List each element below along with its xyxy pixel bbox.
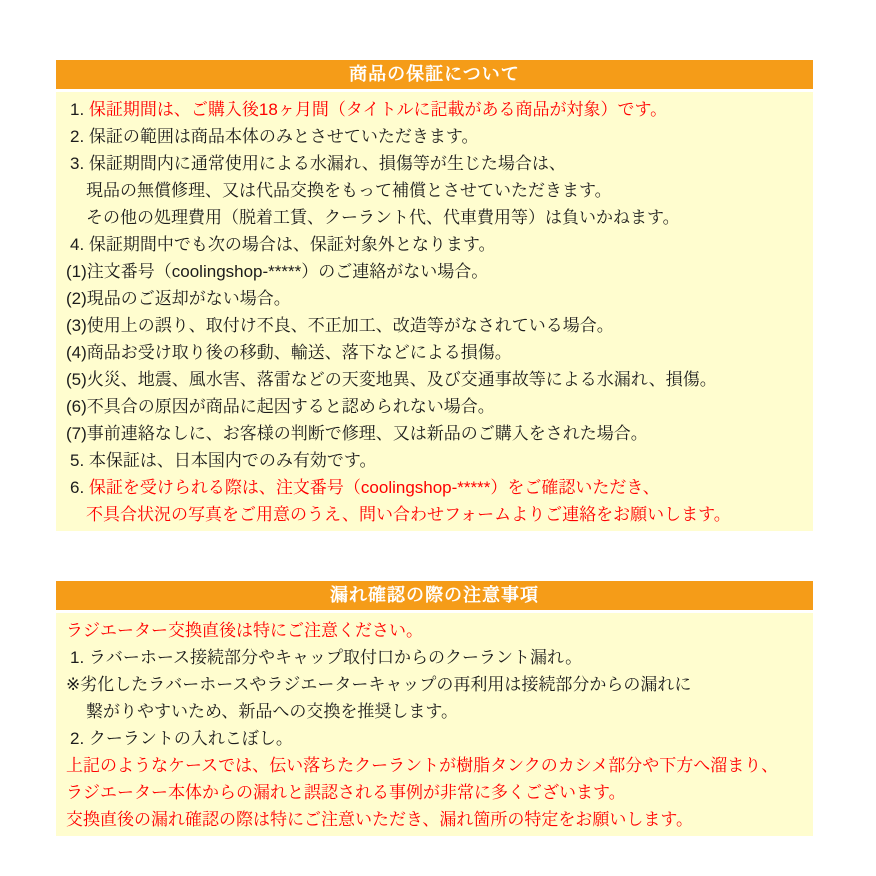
text-line: [56, 150, 807, 177]
leak-check-section-title: 漏れ確認の際の注意事項: [56, 581, 813, 610]
text-segment: 繋がりやすいため、新品への交換を推奨します。: [86, 702, 458, 721]
text-line: [56, 698, 807, 725]
text-line: [56, 285, 807, 312]
warranty-section-title: 商品の保証について: [56, 60, 813, 89]
warranty-section-body: [56, 92, 813, 531]
text-line: [56, 752, 807, 779]
text-segment: (4)商品お受け取り後の移動、輸送、落下などによる損傷。: [66, 343, 512, 362]
text-segment: ラジエーター交換直後は特にご注意ください。: [66, 621, 423, 640]
text-line: [56, 177, 807, 204]
text-line: [56, 231, 807, 258]
text-line: [56, 725, 807, 752]
text-line: [56, 779, 807, 806]
leak-check-section-body: [56, 613, 813, 836]
text-segment: 1.: [70, 100, 89, 119]
text-segment: 不具合状況の写真をご用意のうえ、問い合わせフォームよりご連絡をお願いします。: [86, 505, 731, 524]
text-line: [56, 339, 807, 366]
text-line: [56, 617, 807, 644]
text-segment: ラジエーター本体からの漏れと誤認される事例が非常に多くございます。: [66, 783, 626, 802]
text-line: [56, 393, 807, 420]
text-line: [56, 123, 807, 150]
text-line: [56, 312, 807, 339]
text-segment: 交換直後の漏れ確認の際は特にご注意いただき、漏れ箇所の特定をお願いします。: [66, 810, 693, 829]
text-segment: (7)事前連絡なしに、お客様の判断で修理、又は新品のご購入をされた場合。: [66, 424, 648, 443]
text-segment: (2)現品のご返却がない場合。: [66, 289, 291, 308]
text-line: [56, 96, 807, 123]
text-segment: 2. クーラントの入れこぼし。: [70, 729, 293, 748]
text-segment: 上記のようなケースでは、伝い落ちたクーラントが樹脂タンクのカシメ部分や下方へ溜まり、: [66, 756, 779, 775]
text-segment: 3. 保証期間内に通常使用による水漏れ、損傷等が生じた場合は、: [70, 154, 566, 173]
text-segment: ※劣化したラバーホースやラジエーターキャップの再利用は接続部分からの漏れに: [66, 675, 692, 694]
text-segment: 現品の無償修理、又は代品交換をもって補償とさせていただきます。: [86, 181, 612, 200]
text-line: [56, 447, 807, 474]
text-segment: その他の処理費用（脱着工賃、クーラント代、代車費用等）は負いかねます。: [86, 208, 680, 227]
text-line: [56, 806, 807, 833]
text-segment: 2. 保証の範囲は商品本体のみとさせていただきます。: [70, 127, 479, 146]
text-segment: 保証期間は、ご購入後18ヶ月間（タイトルに記載がある商品が対象）です。: [88, 100, 668, 119]
text-segment: 4. 保証期間中でも次の場合は、保証対象外となります。: [70, 235, 496, 254]
text-segment: 6.: [70, 478, 89, 497]
text-line: [56, 501, 807, 528]
text-segment: (3)使用上の誤り、取付け不良、不正加工、改造等がなされている場合。: [66, 316, 614, 335]
text-line: [56, 474, 807, 501]
text-segment: 保証を受けられる際は、注文番号（coolingshop-*****）をご確認いただき、: [88, 478, 660, 497]
text-segment: (6)不具合の原因が商品に起因すると認められない場合。: [66, 397, 495, 416]
text-line: [56, 204, 807, 231]
text-segment: (1)注文番号（coolingshop-*****）のご連絡がない場合。: [66, 262, 489, 281]
text-line: [56, 644, 807, 671]
text-segment: 1. ラバーホース接続部分やキャップ取付口からのクーラント漏れ。: [70, 648, 583, 667]
leak-check-section: [56, 581, 813, 836]
text-line: [56, 258, 807, 285]
text-segment: (5)火災、地震、風水害、落雷などの天変地異、及び交通事故等による水漏れ、損傷。: [66, 370, 717, 389]
text-line: [56, 420, 807, 447]
text-line: [56, 671, 807, 698]
warranty-section: [56, 60, 813, 531]
text-line: [56, 366, 807, 393]
text-segment: 5. 本保証は、日本国内でのみ有効です。: [70, 451, 377, 470]
